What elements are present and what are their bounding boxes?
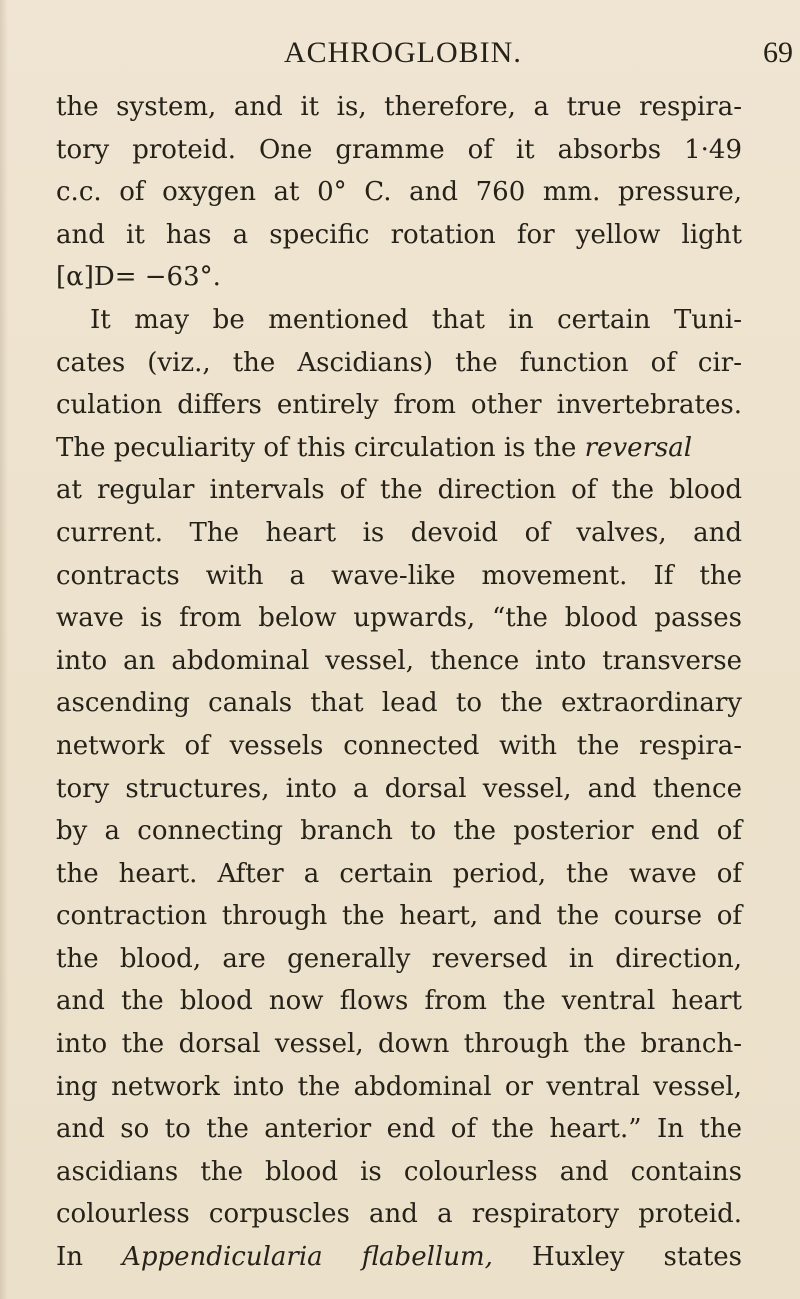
page-header (56, 36, 798, 76)
text-line: ascending canals that lead to the extraordinary (56, 688, 742, 719)
text-line: ing network into the abdominal or ventral vessel, (56, 1071, 742, 1102)
text-line (56, 1236, 742, 1279)
text-line: It may be mentioned that in certain Tuni- (90, 304, 742, 335)
text-line: the heart. After a certain period, the wave of (56, 858, 742, 889)
text-line: cates (viz., the Ascidians) the function of cir- (56, 347, 742, 378)
text-line (56, 427, 742, 470)
body-text (56, 86, 742, 1279)
text-line: and the blood now flows from the ventral heart (56, 986, 742, 1017)
text-line: at regular intervals of the direction of the blood (56, 475, 742, 506)
text-line: tory structures, into a dorsal vessel, and thence (56, 773, 742, 804)
text-line: tory proteid. One gramme of it absorbs 1·49 (56, 134, 742, 165)
text-line: wave is from below upwards, “the blood passes (56, 603, 742, 634)
text-line: colourless corpuscles and a respiratory proteid. (56, 1199, 742, 1230)
gutter-shadow (0, 0, 8, 1299)
text-line: the system, and it is, therefore, a true respira- (56, 92, 742, 122)
text-line: and it has a specific rotation for yellow light (56, 219, 742, 250)
text-run: In (56, 1242, 123, 1273)
text-line: by a connecting branch to the posterior end of (56, 816, 742, 847)
text-run: Huxley states (492, 1242, 742, 1273)
text-line: into the dorsal vessel, down through the branch- (56, 1029, 742, 1060)
text-line: current. The heart is devoid of valves, and (56, 517, 742, 548)
emphasis-text: Appendicularia flabellum, (122, 1242, 493, 1273)
emphasis-text: reversal (584, 432, 693, 463)
text-run: The peculiarity of this circulation is the (56, 432, 585, 463)
text-line: contraction through the heart, and the course of (56, 901, 742, 932)
text-line: the blood, are generally reversed in direction, (56, 943, 742, 974)
page-number: 69 (763, 36, 793, 69)
text-line: into an abdominal vessel, thence into transverse (56, 645, 742, 676)
running-title: ACHROGLOBIN. (284, 36, 522, 69)
text-line: c.c. of oxygen at 0° C. and 760 mm. pressure, (56, 177, 742, 208)
text-line: ascidians the blood is colourless and contains (56, 1156, 742, 1187)
text-line: [α]D= −63°. (56, 262, 221, 293)
text-line: culation differs entirely from other invertebrates. (56, 390, 742, 421)
text-line: network of vessels connected with the respira- (56, 730, 742, 761)
text-line: and so to the anterior end of the heart.” In the (56, 1114, 742, 1145)
text-line: contracts with a wave-like movement. If the (56, 560, 742, 591)
